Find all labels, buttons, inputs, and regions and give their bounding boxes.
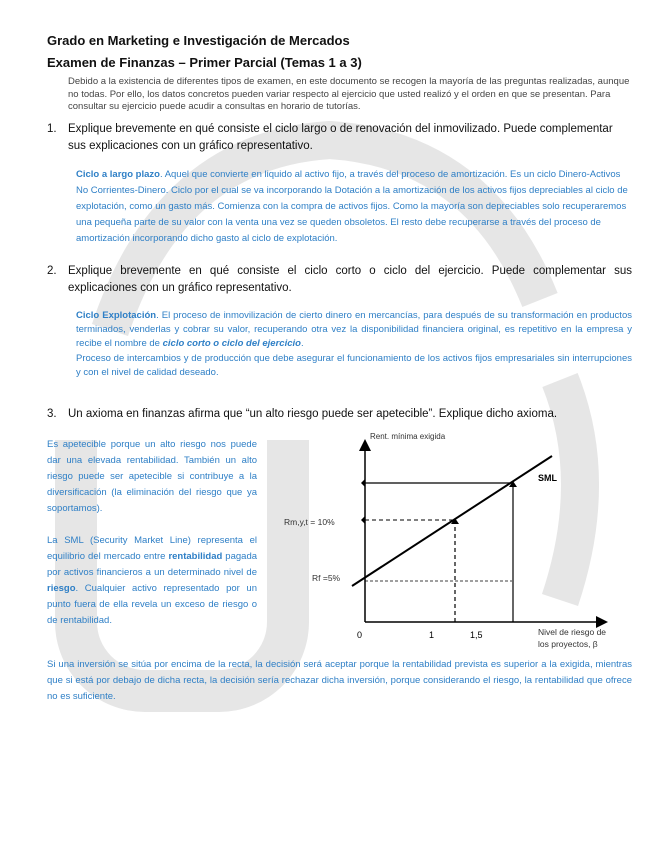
question-number: 2. [47,265,57,277]
question-text: Explique brevemente en qué consiste el ciclo corto o ciclo del ejercicio. Puede complementar sus explicaciones con un gráfico representativo. [68,265,632,294]
x-tick: 1 [429,630,435,641]
answer-1 [76,167,632,247]
questions-flow [47,121,632,705]
sml-diagram [270,423,632,653]
x-axis-label: los proyectos, β [538,639,598,650]
document-subtitle: Examen de Finanzas – Primer Parcial (Temas 1 a 3) [47,55,362,70]
answer-emphasis: rentabilidad [168,551,223,563]
x-tick: 0 [357,630,363,641]
answer-3-conclusion: Si una inversión se sitúa por encima de la recta, la decisión será aceptar porque la rentabilidad prevista es superior a la exigida, mientras que si está por debajo de dicha recta, la decisión sería rechazar dicha inversión, porque considerando el riesgo, la rentabilidad que ofrece no es suficiente. [47,659,632,703]
question-text: Un axioma en finanzas afirma que “un alto riesgo puede ser apetecible”. Explique dicho axioma. [68,408,558,421]
y-axis-label: Rent. mínima exigida [370,432,446,442]
answer-emphasis: ciclo corto o ciclo del ejercicio [162,338,301,350]
answer-paragraph: Proceso de intercambios y de producción que debe asegurar el funcionamiento de los activos fijos empresariales sin interrupciones y con el nivel de calidad deseado. [76,352,632,378]
answer-text: La SML (Security Market Line) representa el equilibrio del mercado entre [47,535,257,563]
rf-label: Rf =5% [312,573,341,584]
question-2 [47,263,632,297]
sml-line [352,456,552,586]
question-number: 1. [47,123,57,135]
question-1 [47,121,632,155]
answer-text: . Aquel que convierte en liquido al activo fijo, a través del proceso de amortización. Es un ciclo Dinero-Activos No Corrientes-Dinero. Ciclo por el cual se va incorporando la Dotación a la amortización de los activos fijos depreciables al ciclo de explotación, como un gasto más. Comienza con la compra de activos fijos. Como la mayoría son depreciables solo recuperaremos una pequeña parte de su valor con la venta una vez se queden obsoletos. El resto debe recuperarse a través del proceso de amortización incorporando dicho gasto al ciclo de explotación. [76,169,628,244]
question-text: Explique brevemente en qué consiste el ciclo largo o de renovación del inmovilizado. Puede complementar sus explicaciones con un gráfico representativo. [68,123,613,152]
answer-text: pagada por activos financieros a un determinado nivel de [47,551,258,579]
x-axis-label: Nivel de riesgo de [538,627,607,638]
answer-paragraph [47,533,257,629]
intro-note: Debido a la existencia de diferentes tipos de examen, en este documento se recogen la mayoría de las preguntas realizadas, aunque no todas. Por ello, los datos concretos pueden variar respecto al ejercicio que usted realizó y el orden en que se presentan. Para consultar su ejercicio puede acudir a consultas en horario de tutorías. [68,76,630,112]
answer-text: . Cualquier activo representado por un punto fuera de ella revela un exceso de riesgo o de rentabilidad. [47,583,257,627]
question-3 [47,406,632,423]
question-3-body [47,423,632,653]
sml-label: SML [538,473,557,484]
arrowheads [361,479,517,524]
answer-lead: Ciclo a largo plazo [76,169,160,180]
question-number: 3. [47,408,57,421]
x-tick: 1,5 [470,630,483,641]
answer-paragraph: Es apetecible porque un alto riesgo nos puede dar una elevada rentabilidad. También un alto riesgo puede ser apetecible si contribuye a la diversificación (la eliminación del riesgo que ya soportamos). [47,439,257,515]
document-title: Grado en Marketing e Investigación de Mercados [47,33,350,48]
answer-text: . El proceso de inmovilización de cierto dinero en mercancías, para después de su transformación en productos terminados, venderlas y cobrar su valor, recuperando otra vez la disponibilidad financiera original, es repetitivo en la empresa y recibe el nombre de [76,310,632,350]
rm-label: Rm,y,t = 10% [284,517,335,528]
answer-emphasis: riesgo [47,583,76,595]
answer-3-left [47,423,257,653]
answer-lead: Ciclo Explotación [76,310,157,321]
answer-2 [76,309,632,380]
answer-text: . [300,338,304,350]
